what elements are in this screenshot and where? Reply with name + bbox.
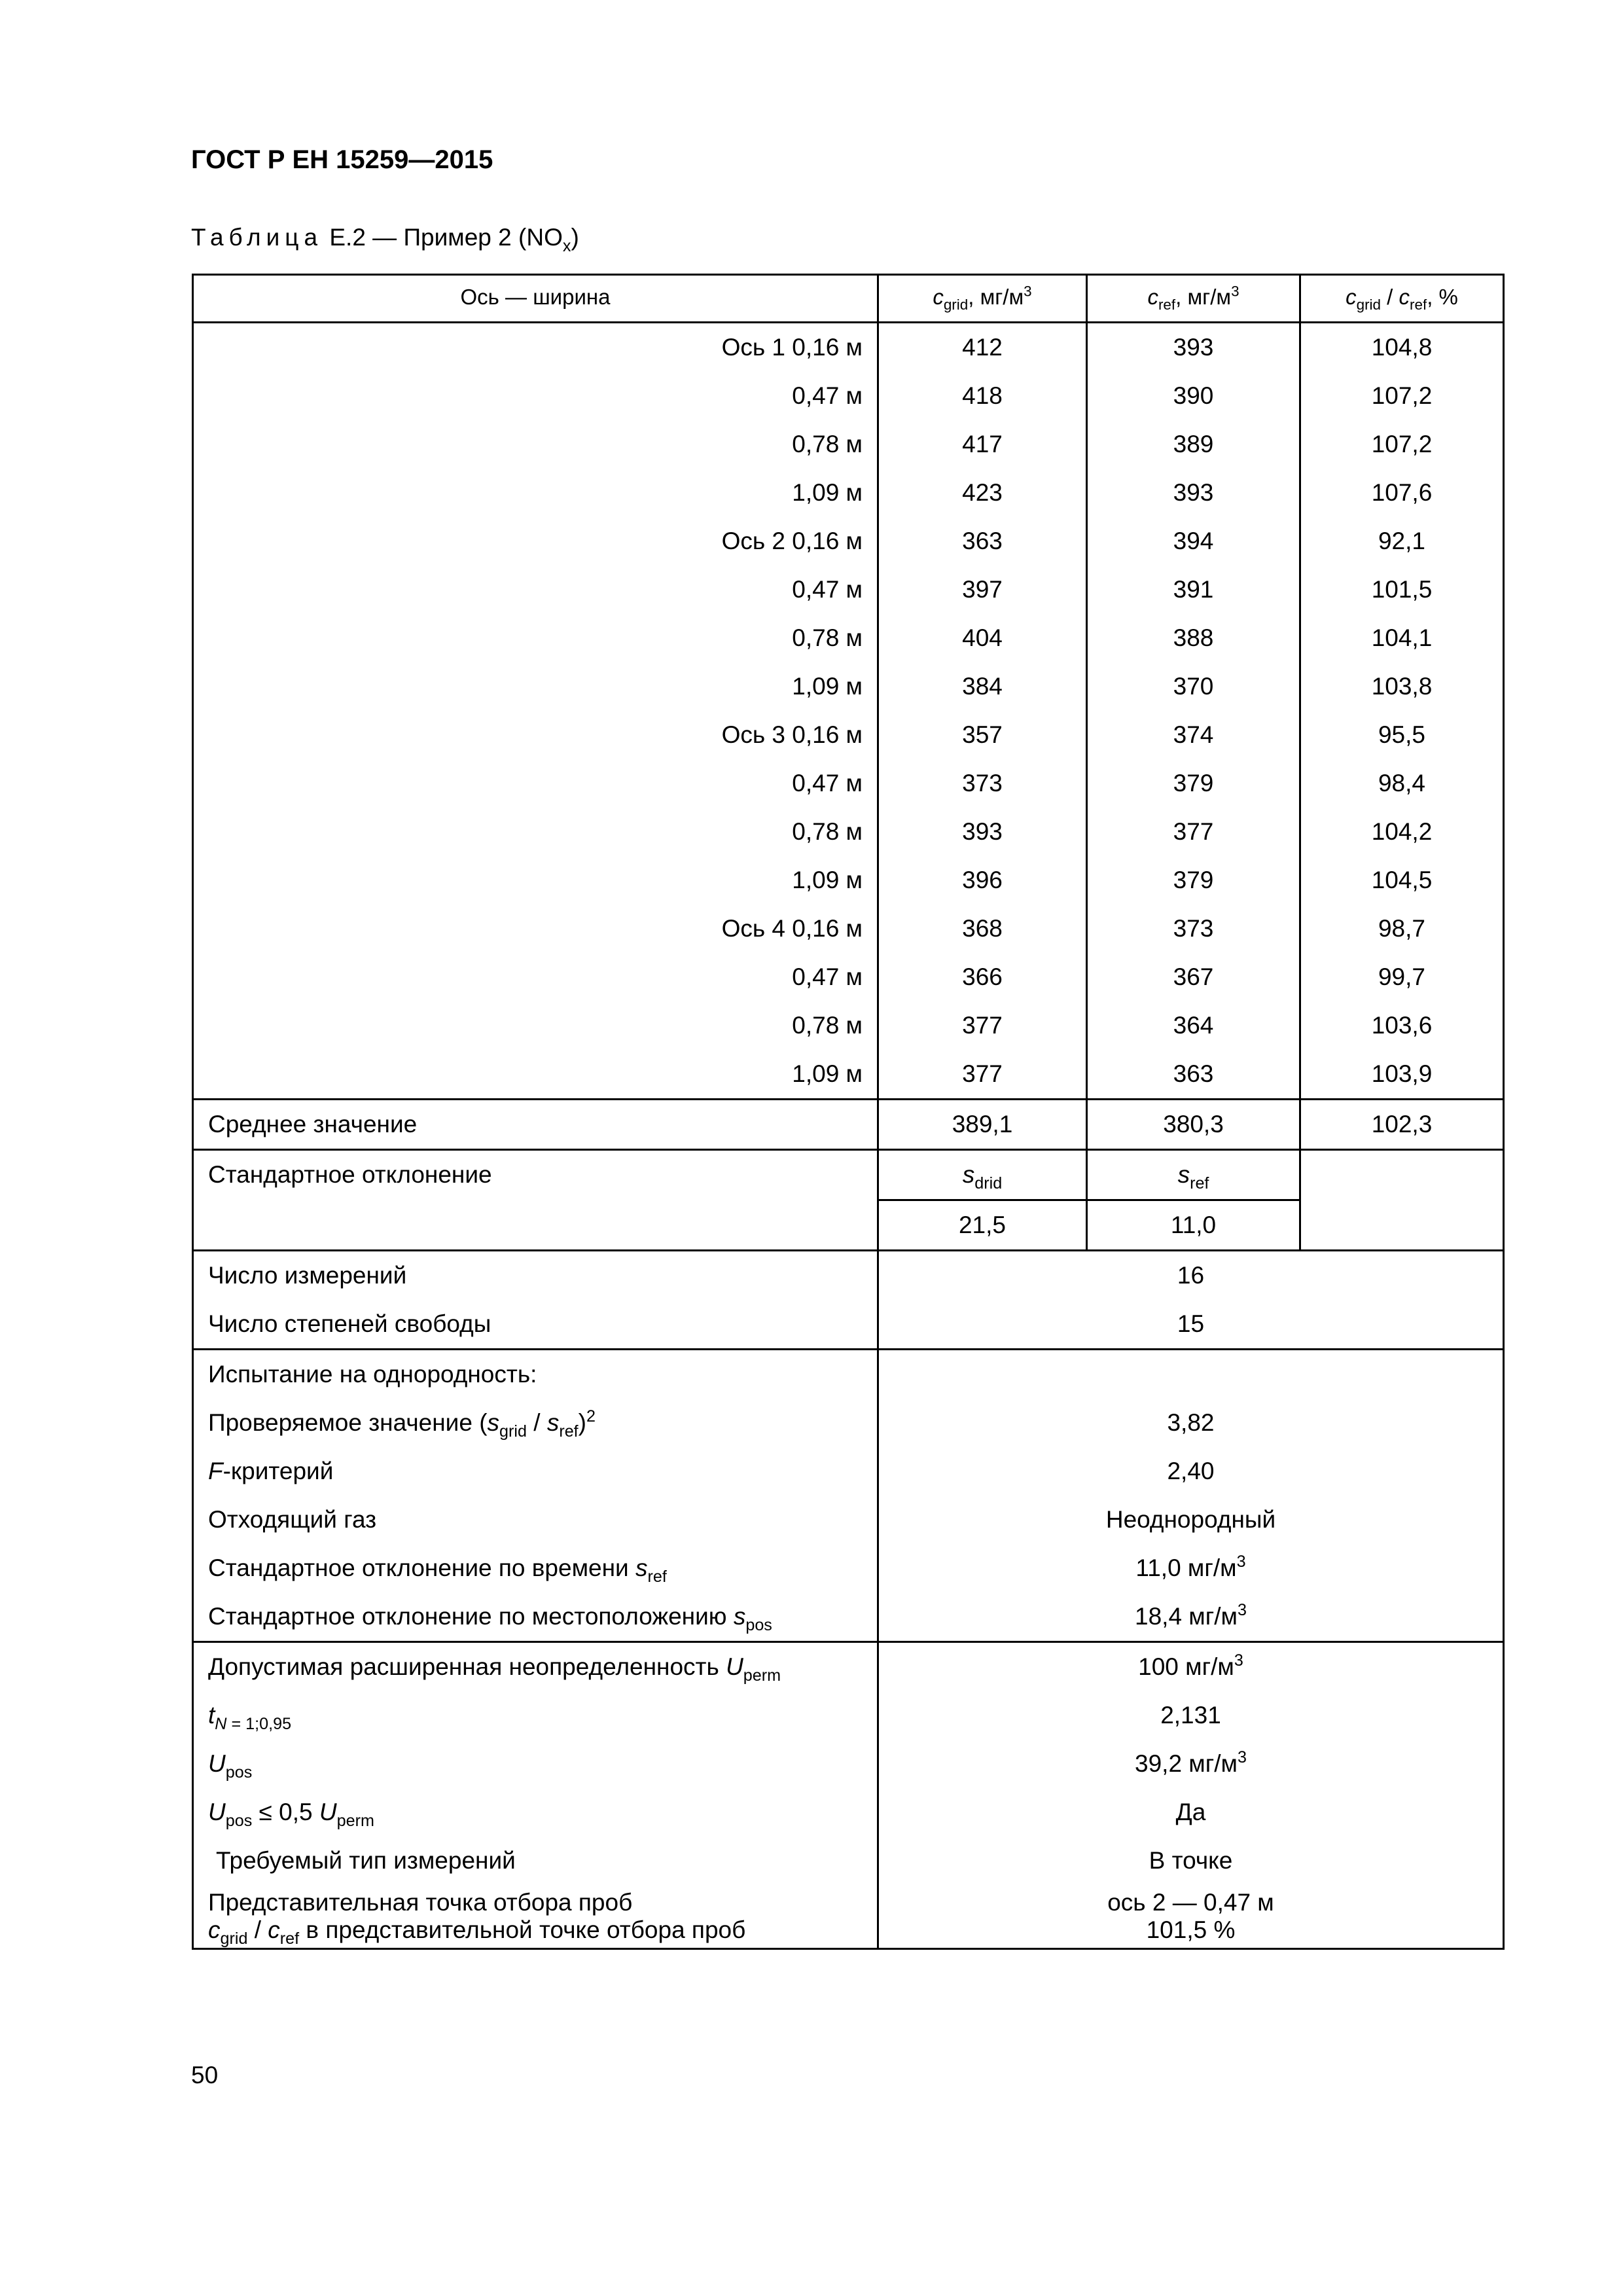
page-number: 50 — [191, 2062, 219, 2089]
cref-cell: 391 — [1087, 565, 1300, 614]
stddev-sgrid: 21,5 — [878, 1200, 1087, 1251]
compare-label: $U_{pos} \le 0,5$ $U_{perm}$ — [193, 1788, 878, 1837]
rep-value-line1: ось 2 — 0,47 м — [1107, 1889, 1274, 1916]
perm-uncertainty-label: Допустимая расширенная неопределенность $U_{perm}$ — [193, 1642, 878, 1692]
stddev-empty — [1300, 1150, 1504, 1251]
caption-text: Е.2 — Пример 2 (NO — [323, 224, 563, 251]
position-cell: 0,47 м — [193, 565, 878, 614]
cref-cell: 363 — [1087, 1050, 1300, 1100]
table-row — [193, 953, 1504, 1001]
ratio-cell: 104,2 — [1300, 808, 1504, 856]
representative-point-label — [193, 1885, 878, 1949]
representative-point-row — [193, 1885, 1504, 1949]
document-code: ГОСТ Р ЕН 15259—2015 — [191, 145, 493, 174]
cgrid-cell: 423 — [878, 469, 1087, 517]
cref-cell: 370 — [1087, 662, 1300, 711]
table-row — [193, 1050, 1504, 1100]
cref-cell: 394 — [1087, 517, 1300, 565]
t-label: $t_{N = 1;0,95}$ — [193, 1691, 878, 1740]
cgrid-cell: 377 — [878, 1050, 1087, 1100]
location-stddev-label: Стандартное отклонение по местоположению $s_{pos}$ — [193, 1592, 878, 1642]
position-cell: 0,78 м — [193, 808, 878, 856]
cgrid-cell: 412 — [878, 323, 1087, 372]
mean-cgrid: 389,1 — [878, 1100, 1087, 1150]
count-label: Число измерений — [193, 1251, 878, 1300]
position-cell: 0,47 м — [193, 372, 878, 420]
cref-cell: 393 — [1087, 323, 1300, 372]
table-row — [193, 662, 1504, 711]
cref-cell: 388 — [1087, 614, 1300, 662]
compare-value: Да — [878, 1788, 1504, 1837]
dof-row — [193, 1300, 1504, 1350]
measurement-type-value: В точке — [878, 1837, 1504, 1885]
cgrid-cell: 373 — [878, 759, 1087, 808]
time-stddev-row — [193, 1544, 1504, 1592]
cgrid-cell: 357 — [878, 711, 1087, 759]
count-row — [193, 1251, 1504, 1300]
position-cell: 0,78 м — [193, 614, 878, 662]
header-position: Ось — ширина — [193, 275, 878, 319]
cref-cell: 389 — [1087, 420, 1300, 469]
test-value-label: Проверяемое значение $(s_{grid} / s_{ref})^2$ — [193, 1399, 878, 1447]
table-row — [193, 759, 1504, 808]
cref-cell: 379 — [1087, 759, 1300, 808]
ratio-cell: 107,6 — [1300, 469, 1504, 517]
table-row — [193, 517, 1504, 565]
ratio-cell: 104,1 — [1300, 614, 1504, 662]
time-stddev-value: 11,0 $мг/м^3$ — [878, 1544, 1504, 1592]
upos-label: $U_{pos}$ — [193, 1740, 878, 1788]
ratio-cell: 92,1 — [1300, 517, 1504, 565]
table-caption — [191, 224, 579, 255]
cref-cell: 377 — [1087, 808, 1300, 856]
stddev-sref-header: $s_{ref}$ — [1087, 1150, 1300, 1200]
stddev-sref: 11,0 — [1087, 1200, 1300, 1251]
cgrid-cell: 404 — [878, 614, 1087, 662]
rep-value-line2: 101,5 % — [1146, 1916, 1236, 1943]
table-row — [193, 1001, 1504, 1050]
header-cref: $c_{ref}$, $мг/м^3$ — [1087, 275, 1300, 319]
position-cell: 1,09 м — [193, 1050, 878, 1100]
data-table — [192, 274, 1505, 1950]
mean-label: Среднее значение — [193, 1100, 878, 1150]
cref-cell: 373 — [1087, 905, 1300, 953]
ratio-cell: 98,4 — [1300, 759, 1504, 808]
header-ratio: $c_{grid} / c_{ref}$, % — [1300, 275, 1504, 319]
perm-uncertainty-value: 100 $мг/м^3$ — [878, 1642, 1504, 1692]
cgrid-cell: 417 — [878, 420, 1087, 469]
representative-point-value — [878, 1885, 1504, 1949]
cgrid-cell: 393 — [878, 808, 1087, 856]
position-cell: Ось 1 0,16 м — [193, 323, 878, 372]
ratio-cell: 107,2 — [1300, 420, 1504, 469]
stddev-sgrid-header: $s_{drid}$ — [878, 1150, 1087, 1200]
mean-cref: 380,3 — [1087, 1100, 1300, 1150]
header-cgrid: $c_{grid}$, $мг/м^3$ — [878, 275, 1087, 319]
cgrid-cell: 368 — [878, 905, 1087, 953]
cgrid-cell: 366 — [878, 953, 1087, 1001]
cref-cell: 367 — [1087, 953, 1300, 1001]
homogeneity-title-row — [193, 1350, 1504, 1399]
homogeneity-title: Испытание на однородность: — [193, 1350, 878, 1399]
location-stddev-row — [193, 1592, 1504, 1642]
ratio-cell: 98,7 — [1300, 905, 1504, 953]
cref-cell: 364 — [1087, 1001, 1300, 1050]
cref-cell: 379 — [1087, 856, 1300, 905]
f-criterion-row — [193, 1447, 1504, 1496]
cref-cell: 390 — [1087, 372, 1300, 420]
cgrid-cell: 377 — [878, 1001, 1087, 1050]
dof-label: Число степеней свободы — [193, 1300, 878, 1350]
cgrid-cell: 397 — [878, 565, 1087, 614]
measurement-type-label: Требуемый тип измерений — [193, 1837, 878, 1885]
stddev-row-1 — [193, 1150, 1504, 1200]
count-value: 16 — [878, 1251, 1504, 1300]
table-row — [193, 372, 1504, 420]
cref-cell: 374 — [1087, 711, 1300, 759]
compare-row — [193, 1788, 1504, 1837]
homogeneity-title-empty — [878, 1350, 1504, 1399]
gas-value: Неоднородный — [878, 1496, 1504, 1544]
position-cell: 0,47 м — [193, 953, 878, 1001]
table-row — [193, 565, 1504, 614]
ratio-cell: 95,5 — [1300, 711, 1504, 759]
rep-label-line2: $c_{grid} / c_{ref}$ в представительной точке отбора проб — [208, 1916, 746, 1948]
table-row — [193, 856, 1504, 905]
time-stddev-label: Стандартное отклонение по времени $s_{ref}$ — [193, 1544, 878, 1592]
table-row — [193, 808, 1504, 856]
position-cell: Ось 2 0,16 м — [193, 517, 878, 565]
test-value-row — [193, 1399, 1504, 1447]
gas-label: Отходящий газ — [193, 1496, 878, 1544]
upos-row — [193, 1740, 1504, 1788]
ratio-cell: 103,6 — [1300, 1001, 1504, 1050]
caption-prefix: Таблица — [191, 224, 323, 251]
dof-value: 15 — [878, 1300, 1504, 1350]
table-row — [193, 469, 1504, 517]
table-row — [193, 711, 1504, 759]
f-criterion-value: 2,40 — [878, 1447, 1504, 1496]
position-cell: 1,09 м — [193, 469, 878, 517]
ratio-cell: 107,2 — [1300, 372, 1504, 420]
position-cell: 0,47 м — [193, 759, 878, 808]
table-row — [193, 614, 1504, 662]
table-row — [193, 905, 1504, 953]
test-value: 3,82 — [878, 1399, 1504, 1447]
f-criterion-label: F-критерий — [193, 1447, 878, 1496]
table-header-row — [193, 275, 1504, 319]
location-stddev-value: 18,4 $мг/м^3$ — [878, 1592, 1504, 1642]
gas-row — [193, 1496, 1504, 1544]
ratio-cell: 101,5 — [1300, 565, 1504, 614]
ratio-cell: 99,7 — [1300, 953, 1504, 1001]
t-value: 2,131 — [878, 1691, 1504, 1740]
mean-row — [193, 1100, 1504, 1150]
position-cell: Ось 4 0,16 м — [193, 905, 878, 953]
cgrid-cell: 396 — [878, 856, 1087, 905]
ratio-cell: 104,5 — [1300, 856, 1504, 905]
position-cell: 0,78 м — [193, 420, 878, 469]
table-row — [193, 420, 1504, 469]
rep-label-line1: Представительная точка отбора проб — [208, 1889, 633, 1916]
cref-cell: 393 — [1087, 469, 1300, 517]
table-row — [193, 323, 1504, 372]
caption-end: ) — [571, 224, 579, 251]
stddev-label: Стандартное отклонение — [193, 1150, 878, 1251]
t-row — [193, 1691, 1504, 1740]
measurement-type-row — [193, 1837, 1504, 1885]
cgrid-cell: 363 — [878, 517, 1087, 565]
position-cell: Ось 3 0,16 м — [193, 711, 878, 759]
ratio-cell: 104,8 — [1300, 323, 1504, 372]
position-cell: 1,09 м — [193, 856, 878, 905]
caption-sub: x — [562, 236, 571, 255]
perm-uncertainty-row — [193, 1642, 1504, 1692]
ratio-cell: 103,8 — [1300, 662, 1504, 711]
ratio-cell: 103,9 — [1300, 1050, 1504, 1100]
position-cell: 1,09 м — [193, 662, 878, 711]
position-cell: 0,78 м — [193, 1001, 878, 1050]
mean-ratio: 102,3 — [1300, 1100, 1504, 1150]
cgrid-cell: 418 — [878, 372, 1087, 420]
upos-value: 39,2 $мг/м^3$ — [878, 1740, 1504, 1788]
cgrid-cell: 384 — [878, 662, 1087, 711]
